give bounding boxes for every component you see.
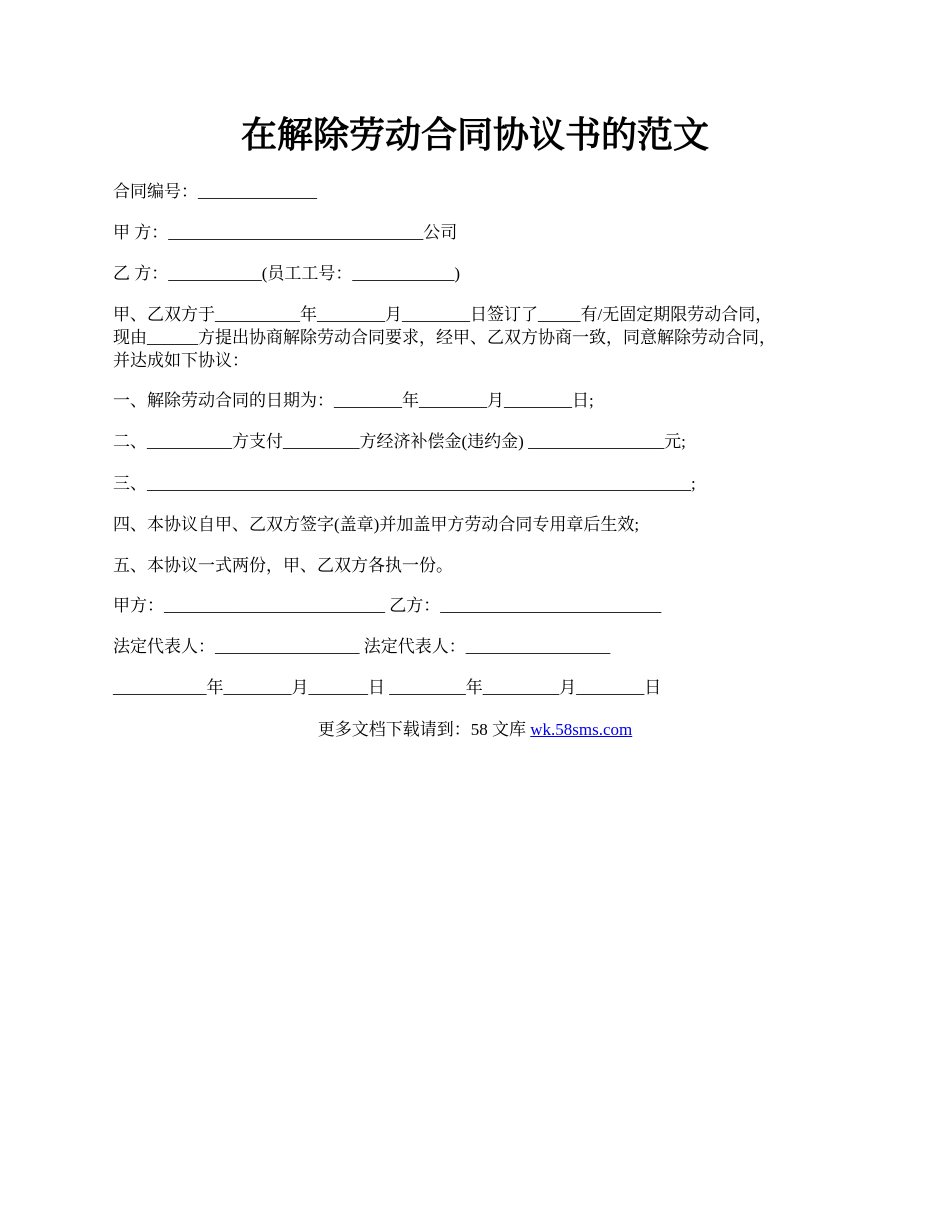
footer-text: 更多文档下载请到：58 文库	[317, 720, 531, 739]
clause-1: 一、解除劳动合同的日期为：________年________月________日;	[113, 391, 594, 410]
intro-line-2: 现由______方提出协商解除劳动合同要求，经甲、乙双方协商一致，同意解除劳动合同，	[113, 328, 776, 347]
signature-parties-line: 甲方：__________________________ 乙方：__________________________	[113, 596, 662, 615]
signature-dates-line: ___________年________月_______日 _________年_________月________日	[113, 678, 662, 697]
intro-line-1: 甲、乙双方于__________年________月________日签订了_____有/无固定期限劳动合同，	[113, 305, 773, 324]
party-a-line: 甲 方：______________________________公司	[113, 223, 458, 242]
clause-4: 四、本协议自甲、乙双方签字(盖章)并加盖甲方劳动合同专用章后生效;	[113, 515, 640, 534]
download-footer	[0, 718, 950, 742]
intro-line-3: 并达成如下协议：	[113, 351, 249, 370]
clause-3: 三、________________________________________________________________;	[113, 474, 696, 493]
party-b-line: 乙 方：___________(员工工号：____________)	[113, 264, 461, 283]
contract-number-line: 合同编号：______________	[113, 182, 317, 201]
footer-link[interactable]: wk.58sms.com	[530, 720, 633, 739]
document-title: 在解除劳动合同协议书的范文	[240, 115, 709, 155]
clause-5: 五、本协议一式两份，甲、乙双方各执一份。	[113, 556, 453, 575]
clause-2: 二、__________方支付_________方经济补偿金(违约金) ________________元;	[113, 432, 686, 451]
intro-paragraph	[113, 303, 838, 372]
signature-representatives-line: 法定代表人：_________________ 法定代表人：_________________	[113, 637, 611, 656]
